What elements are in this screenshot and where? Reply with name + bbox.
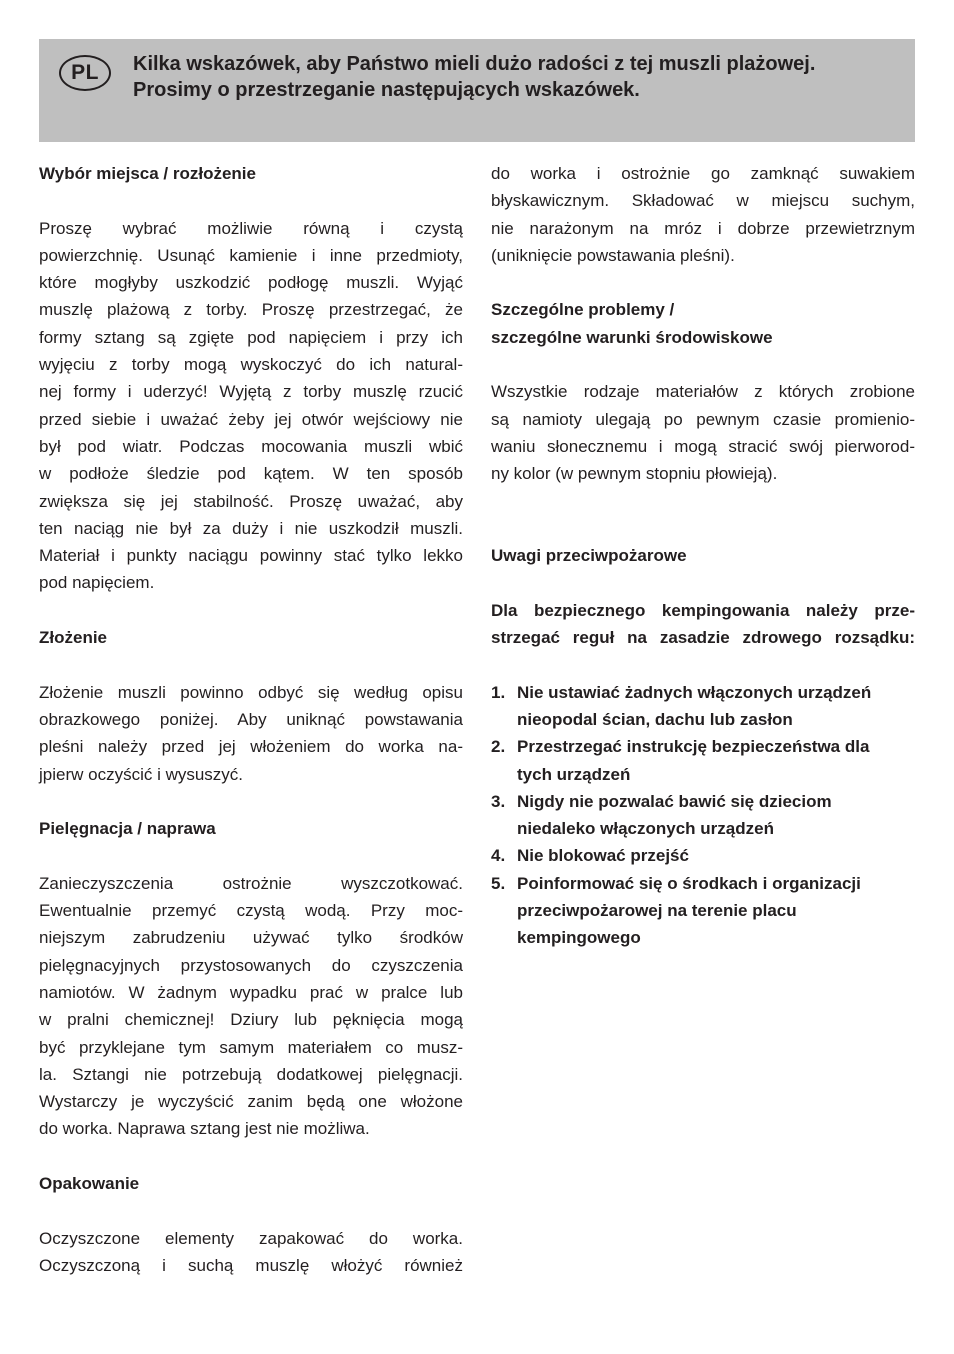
text-line: pielęgnacyjnych przystosowanych do czyszczenia — [39, 955, 463, 975]
text-line: są namioty ulegają po pewnym czasie promienio- — [491, 409, 915, 429]
text-line: Zanieczyszczenia ostrożnie wyszczotkować. — [39, 873, 463, 893]
text-line: ten naciąg nie był za duży i nie uszkodził muszli. — [39, 518, 463, 538]
text-line: Nie blokować przejść — [517, 846, 689, 866]
text-line: Nigdy nie pozwalać bawić się dzieciom — [517, 791, 832, 811]
list-number: 2. — [491, 737, 506, 757]
section-heading-packing: Opakowanie — [39, 1173, 140, 1193]
text-line: formy sztang są zgięte pod napięciem i przy ich — [39, 327, 463, 347]
text-line: przeciwpożarowej na terenie placu — [517, 901, 797, 921]
section-body-placement — [39, 215, 463, 597]
section-heading-special — [491, 296, 915, 351]
list-number: 4. — [491, 846, 506, 866]
text-line: ny kolor (w pewnym stopniu płowieją). — [491, 464, 778, 484]
heading-line: szczególne warunki środowiskowe — [491, 327, 773, 347]
section-heading-fire: Uwagi przeciwpożarowe — [491, 546, 687, 566]
text-line: nieopodal ścian, dachu lub zasłon — [517, 709, 793, 729]
text-line: Oczyszczoną i suchą muszlę włożyć również — [39, 1255, 463, 1275]
text-line: obrazkowego poniżej. Aby uniknąć powstawania — [39, 709, 463, 729]
text-line: tych urządzeń — [517, 764, 631, 784]
section-body-special — [491, 378, 915, 487]
section-heading-folding: Złożenie — [39, 628, 108, 648]
text-line: Poinformować się o środkach i organizacji — [517, 873, 861, 893]
text-line: waniu słonecznemu i mogą stracić swój pierworod- — [491, 436, 915, 456]
language-badge: PL — [59, 55, 111, 91]
text-line: był pod wiatr. Podczas mocowania muszli wbić — [39, 436, 463, 456]
text-line: do worka. Naprawa sztang jest nie możliwa. — [39, 1119, 370, 1139]
heading-line: Szczególne problemy / — [491, 300, 675, 320]
text-line: błyskawicznym. Składować w miejscu suchym, — [491, 191, 915, 211]
text-line: w podłoże śledzie pod kątem. W ten sposób — [39, 464, 463, 484]
text-line: w pralni chemicznej! Dziury lub pęknięcia mogą — [39, 1010, 463, 1030]
list-item — [491, 788, 915, 843]
text-line: Wystarczy je wyczyścić zanim będą one włożone — [39, 1092, 463, 1112]
header-title — [133, 51, 815, 103]
text-line: Dla bezpiecznego kempingowania należy prze- — [491, 600, 915, 620]
text-line: niedaleko włączonych urządzeń — [517, 819, 774, 839]
page-header — [39, 39, 915, 142]
text-line: Złożenie muszli powinno odbyć się według opisu — [39, 682, 463, 702]
text-line: Materiał i punkty naciągu powinny stać tylko lekko — [39, 546, 463, 566]
text-line: Przestrzegać instrukcję bezpieczeństwa dla — [517, 737, 870, 757]
list-number: 3. — [491, 791, 506, 811]
text-line: Ewentualnie przemyć czystą wodą. Przy moc- — [39, 901, 463, 921]
text-line: zwiększa się jej stabilność. Proszę uważać, aby — [39, 491, 463, 511]
text-line: Oczyszczone elementy zapakować do worka. — [39, 1228, 463, 1248]
section-body-folding — [39, 679, 463, 788]
text-line: Proszę wybrać możliwie równą i czystą — [39, 218, 463, 238]
text-line: strzegać reguł na zasadzie zdrowego rozsądku: — [491, 628, 915, 648]
list-item — [491, 870, 915, 952]
section-body-care — [39, 870, 463, 1143]
text-line: powierzchnię. Usunąć kamienie i inne przedmioty, — [39, 245, 463, 265]
left-column — [39, 160, 463, 1279]
text-line: la. Sztangi nie potrzebują dodatkowej pielęgnacji. — [39, 1064, 463, 1084]
list-item — [491, 679, 915, 734]
section-heading-placement: Wybór miejsca / rozłożenie — [39, 164, 256, 183]
text-line: nie narażonym na mróz i dobrze przewietrznym — [491, 218, 915, 238]
section-intro-fire — [491, 597, 915, 652]
text-line: namiotów. W żadnym wypadku prać w pralce lub — [39, 982, 463, 1002]
text-line: przed siebie i uważać żeby jej otwór wejściowy nie — [39, 409, 463, 429]
list-number: 1. — [491, 682, 506, 702]
right-column — [491, 160, 915, 952]
text-line: które mogłyby uszkodzić podłogę muszli. Wyjąć — [39, 273, 463, 293]
text-line: pleśni należy przed jej włożeniem do worka na- — [39, 737, 463, 757]
text-line: muszlę plażową z torby. Proszę przestrzegać, że — [39, 300, 463, 320]
text-line: nej formy i uderzyć! Wyjętą z torby muszlę rzucić — [39, 382, 463, 402]
text-line: pod napięciem. — [39, 573, 155, 593]
text-line: jpierw oczyścić i wysuszyć. — [39, 764, 244, 784]
text-line: Wszystkie rodzaje materiałów z których zrobione — [491, 382, 915, 402]
section-heading-care: Pielęgnacja / naprawa — [39, 819, 216, 839]
header-title-line-2: Prosimy o przestrzeganie następujących wskazówek. — [133, 79, 640, 101]
text-line: wyjęciu z torby mogą wyskoczyć do ich natural- — [39, 355, 463, 375]
header-title-line-1: Kilka wskazówek, aby Państwo mieli dużo radości z tej muszli plażowej. — [133, 53, 816, 75]
text-line: Nie ustawiać żadnych włączonych urządzeń — [517, 682, 872, 702]
fire-rules-list — [491, 679, 915, 952]
text-line: być przyklejane tym samym materiałem co musz- — [39, 1037, 463, 1057]
section-body-packing — [39, 1225, 463, 1280]
text-line: (uniknięcie powstawania pleśni). — [491, 245, 735, 265]
text-line: do worka i ostrożnie go zamknąć suwakiem — [491, 164, 915, 183]
list-number: 5. — [491, 873, 506, 893]
text-line: niejszym zabrudzeniu używać tylko środków — [39, 928, 463, 948]
list-item — [491, 733, 915, 788]
section-body-packing-continued — [491, 160, 915, 269]
text-line: kempingowego — [517, 928, 641, 948]
list-item — [491, 842, 915, 869]
